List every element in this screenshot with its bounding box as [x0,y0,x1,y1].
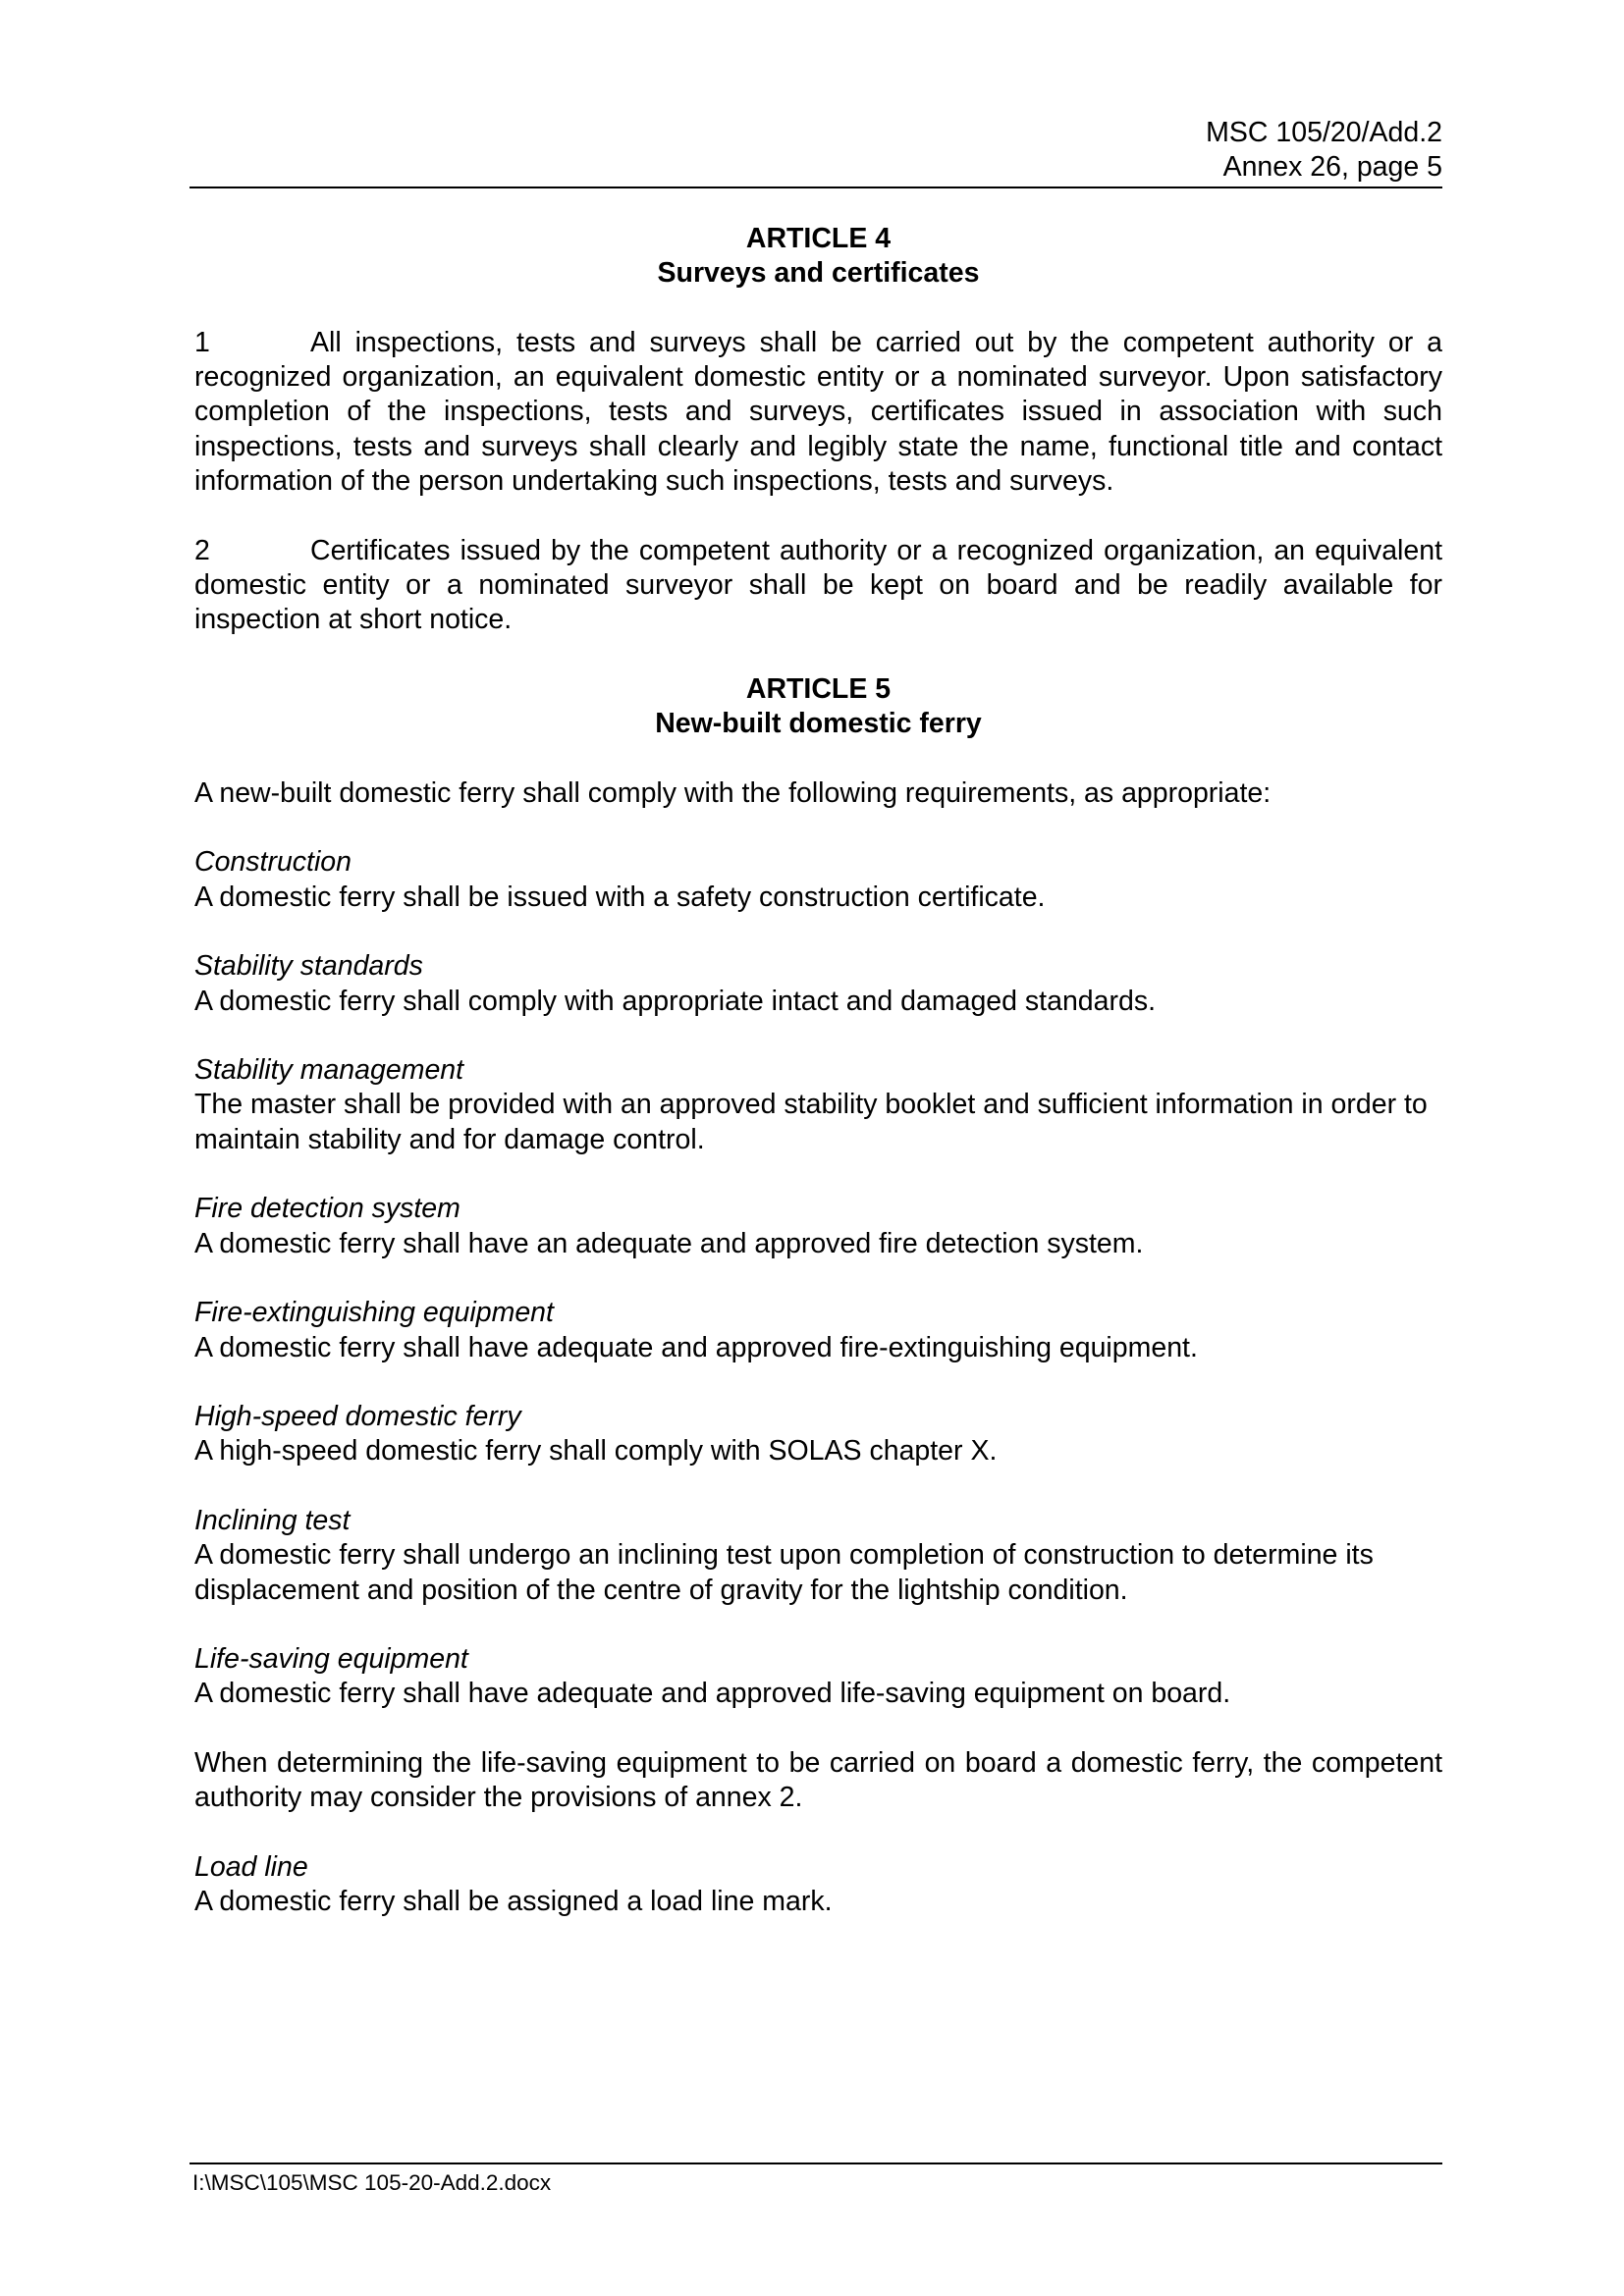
article-4-number: ARTICLE 4 [745,223,892,254]
requirement-stability-standards [194,949,1442,1019]
requirement-stability-management [194,1053,1442,1157]
annex-page-reference: Annex 26, page 5 [1222,151,1442,183]
requirement-title: Life-saving equipment [194,1643,468,1676]
article-4-title: Surveys and certificates [657,257,980,290]
spacer [194,741,1442,775]
paragraph-number: 2 [194,534,210,566]
article-4-paragraph-2 [194,534,1442,638]
article-4-paragraph-1 [194,326,1442,499]
article-5-intro: A new-built domestic ferry shall comply with the following requirements, as appropriate: [194,776,1272,809]
paragraph-number: 1 [194,326,210,358]
requirement-construction [194,845,1442,915]
requirement-text: The master shall be provided with an approved stability booklet and sufficient information in order to maintain stability and for damage control. [194,1089,1428,1155]
requirement-title: Stability management [194,1054,464,1087]
footer-file-path: I:\MSC\105\MSC 105-20-Add.2.docx [192,2170,552,2195]
requirement-text: A domestic ferry shall be issued with a safety construction certificate. [194,881,1046,913]
requirement-text: A domestic ferry shall have an adequate and approved fire detection system. [194,1227,1144,1259]
requirement-title: Inclining test [194,1504,351,1536]
requirement-text: A domestic ferry shall comply with appropriate intact and damaged standards. [194,985,1157,1017]
footer-rule [189,2163,1442,2164]
requirement-life-saving [194,1642,1442,1712]
header-rule [189,187,1442,188]
requirement-title: Fire detection system [194,1193,460,1225]
requirement-title: Fire-extinguishing equipment [194,1297,554,1329]
document-body [194,222,1442,1954]
requirement-fire-detection [194,1192,1442,1261]
requirement-text: A domestic ferry shall have adequate and approved life-saving equipment on board. [194,1678,1231,1710]
requirement-text: A domestic ferry shall undergo an inclining test upon completion of construction to determine its displacement and position of the centre of gravity for the lightship condition. [194,1539,1374,1606]
life-saving-note: When determining the life-saving equipment to be carried on board a domestic ferry, the competent authority may consider the provisions of annex 2. [194,1747,1442,1814]
page-header [189,116,1442,185]
requirement-fire-extinguishing [194,1296,1442,1365]
document-reference: MSC 105/20/Add.2 [1206,117,1442,148]
article-4 [194,222,1442,638]
article-5 [194,672,1442,1920]
spacer [194,292,1442,326]
requirement-title: Stability standards [194,950,423,983]
requirement-title: Construction [194,846,352,879]
requirement-title: Load line [194,1850,308,1883]
requirement-text: A domestic ferry shall have adequate and approved fire-extinguishing equipment. [194,1331,1198,1363]
article-5-title: New-built domestic ferry [655,708,982,740]
requirement-text: A domestic ferry shall be assigned a load line mark. [194,1886,833,1918]
requirement-title: High-speed domestic ferry [194,1401,521,1433]
paragraph-text: All inspections, tests and surveys shall be carried out by the competent authority or a recognized organization, an equivalent domestic entity or a nominated surveyor. Upon satisfactory completion of the inspections, tests and surveys, certificates issued in association with such inspections, tests and surveys shall clearly and legibly state the name, functional title and contact information of the person undertaking such inspections, tests and surveys. [194,326,1442,498]
article-5-number: ARTICLE 5 [745,672,892,705]
paragraph-text: Certificates issued by the competent authority or a recognized organization, an equivalent domestic entity or a nominated surveyor shall be kept on board and be readily available for inspection at short notice. [194,534,1442,636]
requirement-text: A high-speed domestic ferry shall comply with SOLAS chapter X. [194,1435,998,1468]
requirement-high-speed-ferry [194,1400,1442,1469]
requirement-load-line [194,1850,1442,1920]
requirement-inclining-test [194,1504,1442,1608]
